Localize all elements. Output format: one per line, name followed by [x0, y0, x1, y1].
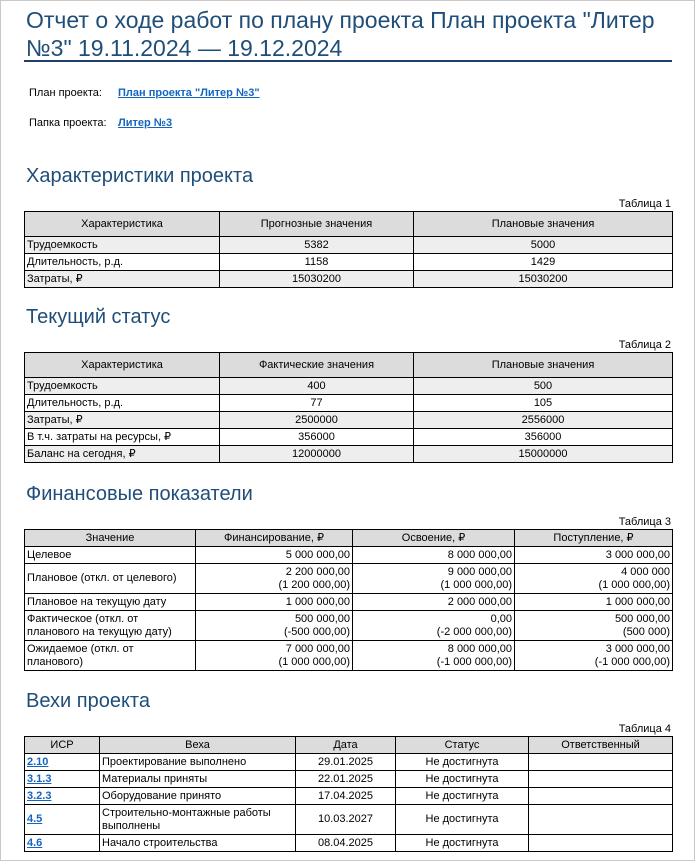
- table-header: Характеристика: [25, 212, 220, 237]
- table-row: [25, 378, 673, 395]
- table-cell: 1 000 000,00: [196, 594, 353, 611]
- table-row: [25, 254, 673, 271]
- project-plan-link[interactable]: План проекта "Литер №3": [118, 87, 260, 99]
- table-cell: Длительность, р.д.: [25, 395, 220, 412]
- table-cell: Не достигнута: [396, 771, 529, 788]
- table-row: [25, 594, 673, 611]
- table-cell: 22.01.2025: [296, 771, 396, 788]
- table-cell: Проектирование выполнено: [100, 754, 296, 771]
- wbs-link[interactable]: 2.10: [27, 755, 49, 768]
- table-header: ИСР: [25, 737, 100, 754]
- characteristics-table: [24, 211, 673, 288]
- table-header: Освоение, ₽: [353, 530, 515, 547]
- table-cell: [25, 835, 100, 852]
- section-finance-heading: Финансовые показатели: [26, 483, 253, 505]
- table-cell: 29.01.2025: [296, 754, 396, 771]
- table-row: [25, 429, 673, 446]
- page-title: Отчет о ходе работ по плану проекта План проекта "Литер №3" 19.11.2024 — 19.12.2024: [26, 7, 655, 61]
- table-row: [25, 754, 673, 771]
- table-cell: 400: [220, 378, 414, 395]
- project-folder-link[interactable]: Литер №3: [118, 117, 173, 129]
- table-cell: 8 000 000,00 (-1 000 000,00): [353, 641, 515, 671]
- table-cell: 3 000 000,00: [515, 547, 673, 564]
- table-header: Прогнозные значения: [220, 212, 414, 237]
- table-cell: 500: [414, 378, 673, 395]
- table-cell: Трудоемкость: [25, 378, 220, 395]
- table-cell: 4 000 000 (1 000 000,00): [515, 564, 673, 594]
- table-row: [25, 835, 673, 852]
- table-cell: 08.04.2025: [296, 835, 396, 852]
- project-folder-row: [29, 117, 172, 129]
- table-cell: [25, 754, 100, 771]
- table-cell: 2 200 000,00 (1 200 000,00): [196, 564, 353, 594]
- table-row: [25, 564, 673, 594]
- table-header: Фактические значения: [220, 353, 414, 378]
- table-cell: 356000: [414, 429, 673, 446]
- table-cell: [529, 754, 673, 771]
- table-row: [25, 412, 673, 429]
- table-cell: Не достигнута: [396, 754, 529, 771]
- table-cell: [25, 805, 100, 835]
- table-cell: Строительно-монтажные работы выполнены: [100, 805, 296, 835]
- table-cell: 3 000 000,00 (-1 000 000,00): [515, 641, 673, 671]
- table-row: [25, 271, 673, 288]
- table-header: Поступление, ₽: [515, 530, 673, 547]
- table-cell: В т.ч. затраты на ресурсы, ₽: [25, 429, 220, 446]
- section-status-heading: Текущий статус: [26, 306, 171, 328]
- table-cell: 2500000: [220, 412, 414, 429]
- table2-caption: Таблица 2: [618, 339, 671, 351]
- table-cell: 356000: [220, 429, 414, 446]
- table-cell: [25, 788, 100, 805]
- table-cell: [529, 805, 673, 835]
- table-cell: 105: [414, 395, 673, 412]
- table-cell: 1 000 000,00: [515, 594, 673, 611]
- title-divider: [24, 60, 672, 62]
- table-header: Значение: [25, 530, 196, 547]
- finance-table: [24, 529, 673, 671]
- table-cell: 15000000: [414, 446, 673, 463]
- table-cell: 7 000 000,00 (1 000 000,00): [196, 641, 353, 671]
- table-row: [25, 237, 673, 254]
- table-cell: Длительность, р.д.: [25, 254, 220, 271]
- table-cell: Ожидаемое (откл. от планового): [25, 641, 196, 671]
- status-table: [24, 352, 673, 463]
- table-cell: 5 000 000,00: [196, 547, 353, 564]
- table-cell: [529, 788, 673, 805]
- wbs-link[interactable]: 4.6: [27, 836, 43, 849]
- table-cell: Трудоемкость: [25, 237, 220, 254]
- table-cell: 17.04.2025: [296, 788, 396, 805]
- table-header: Веха: [100, 737, 296, 754]
- table-cell: Фактическое (откл. от планового на текущую дату): [25, 611, 196, 641]
- table-cell: 77: [220, 395, 414, 412]
- table-cell: 0,00 (-2 000 000,00): [353, 611, 515, 641]
- table4-caption: Таблица 4: [618, 723, 671, 735]
- table-row: [25, 547, 673, 564]
- table-cell: 2 000 000,00: [353, 594, 515, 611]
- table-row: [25, 771, 673, 788]
- table-cell: 1158: [220, 254, 414, 271]
- table-cell: [25, 771, 100, 788]
- table3-caption: Таблица 3: [618, 516, 671, 528]
- table-header: Статус: [396, 737, 529, 754]
- table-row: [25, 446, 673, 463]
- table-row: [25, 611, 673, 641]
- table-cell: 10.03.2027: [296, 805, 396, 835]
- table-cell: 500 000,00 (500 000): [515, 611, 673, 641]
- table-header: Ответственный: [529, 737, 673, 754]
- table-header: Плановые значения: [414, 212, 673, 237]
- table-cell: 8 000 000,00: [353, 547, 515, 564]
- table-row: [25, 805, 673, 835]
- table-row: [25, 641, 673, 671]
- table-cell: 9 000 000,00 (1 000 000,00): [353, 564, 515, 594]
- table-cell: Баланс на сегодня, ₽: [25, 446, 220, 463]
- wbs-link[interactable]: 4.5: [27, 813, 43, 825]
- table-cell: 15030200: [220, 271, 414, 288]
- table-cell: 5000: [414, 237, 673, 254]
- wbs-link[interactable]: 3.2.3: [27, 789, 52, 802]
- table-header: Плановые значения: [414, 353, 673, 378]
- table-cell: Начало строительства: [100, 835, 296, 852]
- table-cell: Целевое: [25, 547, 196, 564]
- table-row: [25, 788, 673, 805]
- table-cell: 500 000,00 (-500 000,00): [196, 611, 353, 641]
- milestones-table: [24, 736, 673, 852]
- table-cell: Плановое на текущую дату: [25, 594, 196, 611]
- table-cell: Не достигнута: [396, 788, 529, 805]
- table-cell: [529, 835, 673, 852]
- table-cell: Не достигнута: [396, 835, 529, 852]
- project-plan-row: [29, 87, 260, 99]
- table-cell: Плановое (откл. от целевого): [25, 564, 196, 594]
- table-cell: Оборудование принято: [100, 788, 296, 805]
- table-header: Дата: [296, 737, 396, 754]
- table-cell: [529, 771, 673, 788]
- table-cell: Материалы приняты: [100, 771, 296, 788]
- table-cell: 2556000: [414, 412, 673, 429]
- table-header: Характеристика: [25, 353, 220, 378]
- table-header: Финансирование, ₽: [196, 530, 353, 547]
- table-cell: 12000000: [220, 446, 414, 463]
- project-plan-label: План проекта:: [29, 87, 102, 99]
- table-row: [25, 395, 673, 412]
- table-cell: Затраты, ₽: [25, 271, 220, 288]
- wbs-link[interactable]: 3.1.3: [27, 772, 52, 785]
- table-cell: 1429: [414, 254, 673, 271]
- section-milestones-heading: Вехи проекта: [26, 690, 150, 712]
- table-cell: Затраты, ₽: [25, 412, 220, 429]
- section-characteristics-heading: Характеристики проекта: [26, 165, 254, 187]
- project-folder-label: Папка проекта:: [29, 117, 107, 129]
- table-cell: Не достигнута: [396, 805, 529, 835]
- table-cell: 15030200: [414, 271, 673, 288]
- table1-caption: Таблица 1: [618, 198, 671, 210]
- table-cell: 5382: [220, 237, 414, 254]
